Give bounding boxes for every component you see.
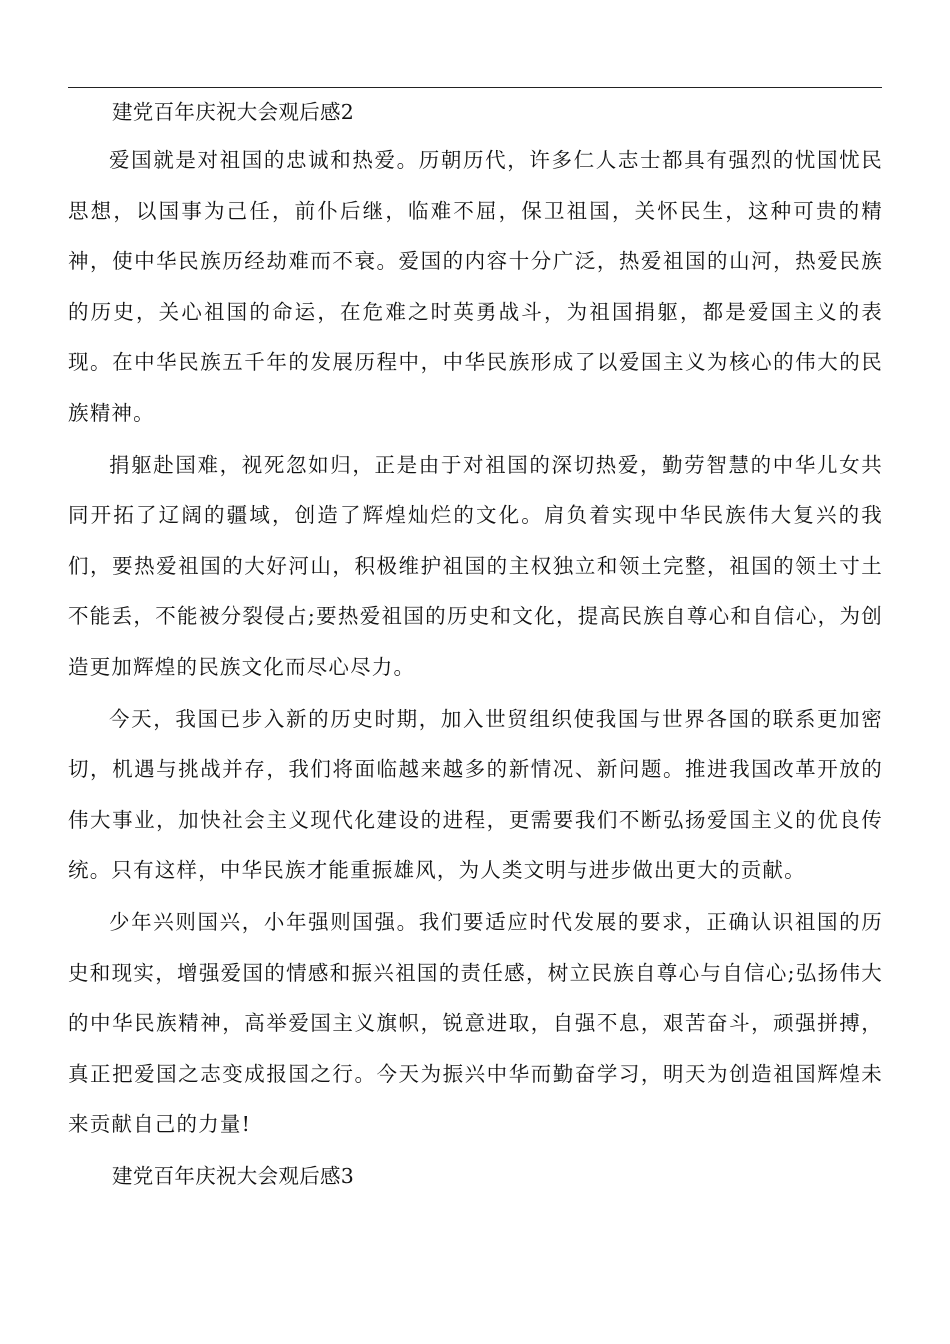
paragraph: 爱国就是对祖国的忠诚和热爱。历朝历代，许多仁人志士都具有强烈的忧国忧民思想，以国事为己任，前仆后继，临难不屈，保卫祖国，关怀民生，这种可贵的精神，使中华民族历经劫难而不衰。爱国的内容十分广泛，热爱祖国的山河，热爱民族的历史，关心祖国的命运，在危难之时英勇战斗，为祖国捐躯，都是爱国主义的表现。在中华民族五千年的发展历程中，中华民族形成了以爱国主义为核心的伟大的民族精神。: [68, 148, 883, 425]
document-body: [68, 92, 883, 1196]
paragraph: 少年兴则国兴，小年强则国强。我们要适应时代发展的要求，正确认识祖国的历史和现实，增强爱国的情感和振兴祖国的责任感，树立民族自尊心与自信心;弘扬伟大的中华民族精神，高举爱国主义旗帜，锐意进取，自强不息，艰苦奋斗，顽强拼搏，真正把爱国之志变成报国之行。今天为振兴中华而勤奋学习，明天为创造祖国辉煌未来贡献自己的力量!: [68, 909, 883, 1137]
section-heading-3: 建党百年庆祝大会观后感3: [112, 1163, 355, 1188]
header-rule: [68, 87, 882, 88]
paragraph: 捐躯赴国难，视死忽如归，正是由于对祖国的深切热爱，勤劳智慧的中华儿女共同开拓了辽阔的疆域，创造了辉煌灿烂的文化。肩负着实现中华民族伟大复兴的我们，要热爱祖国的大好河山，积极维护祖国的主权独立和领土完整，祖国的领土寸土不能丢，不能被分裂侵占;要热爱祖国的历史和文化，提高民族自尊心和自信心，为创造更加辉煌的民族文化而尽心尽力。: [68, 452, 883, 679]
paragraph: 今天，我国已步入新的历史时期，加入世贸组织使我国与世界各国的联系更加密切，机遇与挑战并存，我们将面临越来越多的新情况、新问题。推进我国改革开放的伟大事业，加快社会主义现代化建设的进程，更需要我们不断弘扬爱国主义的优良传统。只有这样，中华民族才能重振雄风，为人类文明与进步做出更大的贡献。: [68, 706, 883, 883]
section-heading-2: 建党百年庆祝大会观后感2: [112, 100, 355, 124]
